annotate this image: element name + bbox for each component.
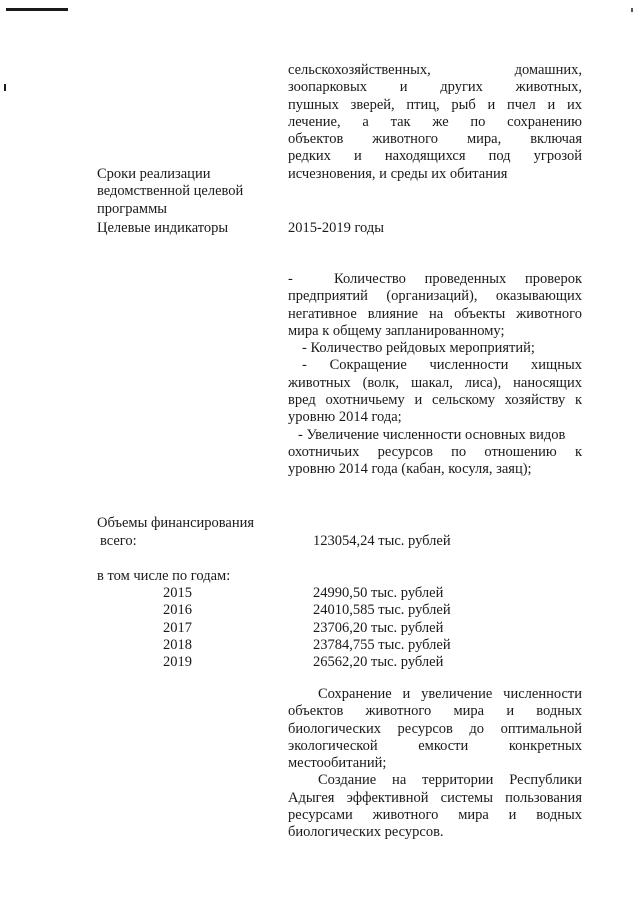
text-line: объектов животного мира, включая: [288, 131, 582, 148]
habitat-text-block: [288, 62, 582, 183]
year-cell: 2015: [163, 585, 192, 601]
paragraph-first-line: Создание на территории Республики: [318, 772, 582, 789]
text-line: негативное влияние на объекты животного: [288, 305, 582, 322]
text-line: мира к общему запланированному;: [288, 322, 505, 339]
text-line: уровню 2014 года (кабан, косуля, заяц);: [288, 461, 532, 478]
paragraph-first-line: Сохранение и увеличение численности: [318, 686, 582, 702]
text-line: ресурсами животного мира и водных: [288, 807, 582, 824]
amount-cell: 26562,20 тыс. рублей: [313, 654, 444, 671]
list-item: - Количество рейдовых мероприятий;: [302, 340, 535, 357]
year-cell: 2019: [163, 654, 192, 671]
text-line: пушных зверей, птиц, рыб и пчел и их: [288, 96, 582, 113]
scan-artifact-top: [6, 8, 68, 11]
funding-years: [163, 585, 192, 671]
terms-label: Сроки реализации ведомственной целевой программы: [97, 166, 244, 217]
year-cell: 2017: [163, 619, 192, 636]
text-line: уровню 2014 года;: [288, 409, 402, 426]
funding-total-label: всего:: [100, 533, 137, 549]
results-block: [288, 686, 582, 842]
indicators-label: Целевые индикаторы: [97, 220, 229, 236]
text-line: Адыгея эффективной системы пользования: [288, 789, 582, 806]
text-line: биологических ресурсов до оптимальной: [288, 720, 582, 737]
amount-cell: 23706,20 тыс. рублей: [313, 619, 444, 636]
text-line: местообитаний;: [288, 755, 387, 772]
text-line: вред охотничьему и сельскому хозяйству к: [288, 392, 582, 409]
text-line: исчезновения, и среды их обитания: [288, 165, 508, 182]
list-item: - Увеличение численности основных видов: [298, 426, 566, 443]
list-item: - Количество проведенных проверок: [288, 271, 582, 287]
text-line: животных (волк, шакал, лиса), наносящих: [288, 374, 582, 391]
amount-cell: 24990,50 тыс. рублей: [313, 585, 444, 601]
amount-cell: 24010,585 тыс. рублей: [313, 602, 451, 619]
funding-label: Объемы финансирования: [97, 515, 255, 531]
scan-artifact-left: [4, 84, 6, 91]
text-line: лечение, а так же по сохранению: [288, 113, 582, 130]
text-line: сельскохозяйственных, домашних,: [288, 62, 582, 78]
terms-value: 2015-2019 годы: [288, 220, 384, 236]
text-line: зоопарковых и других животных,: [288, 79, 582, 96]
funding-total-value: 123054,24 тыс. рублей: [313, 533, 451, 549]
amount-cell: 23784,755 тыс. рублей: [313, 636, 451, 653]
year-cell: 2018: [163, 636, 192, 653]
indicators-list: [288, 271, 582, 479]
text-line: предприятий (организаций), оказывающих: [288, 288, 582, 305]
text-line: экологической емкости конкретных: [288, 737, 582, 754]
text-line: редких и находящихся под угрозой: [288, 148, 582, 165]
scan-artifact-right: [631, 8, 633, 12]
text-line: объектов животного мира и водных: [288, 703, 582, 720]
funding-by-year-label: в том числе по годам:: [97, 568, 231, 584]
text-line: биологических ресурсов.: [288, 824, 444, 841]
text-line: охотничьих ресурсов по отношению к: [288, 443, 582, 460]
year-cell: 2016: [163, 602, 192, 619]
list-item: - Сокращение численности хищных: [302, 357, 582, 374]
funding-amounts: [313, 585, 451, 671]
